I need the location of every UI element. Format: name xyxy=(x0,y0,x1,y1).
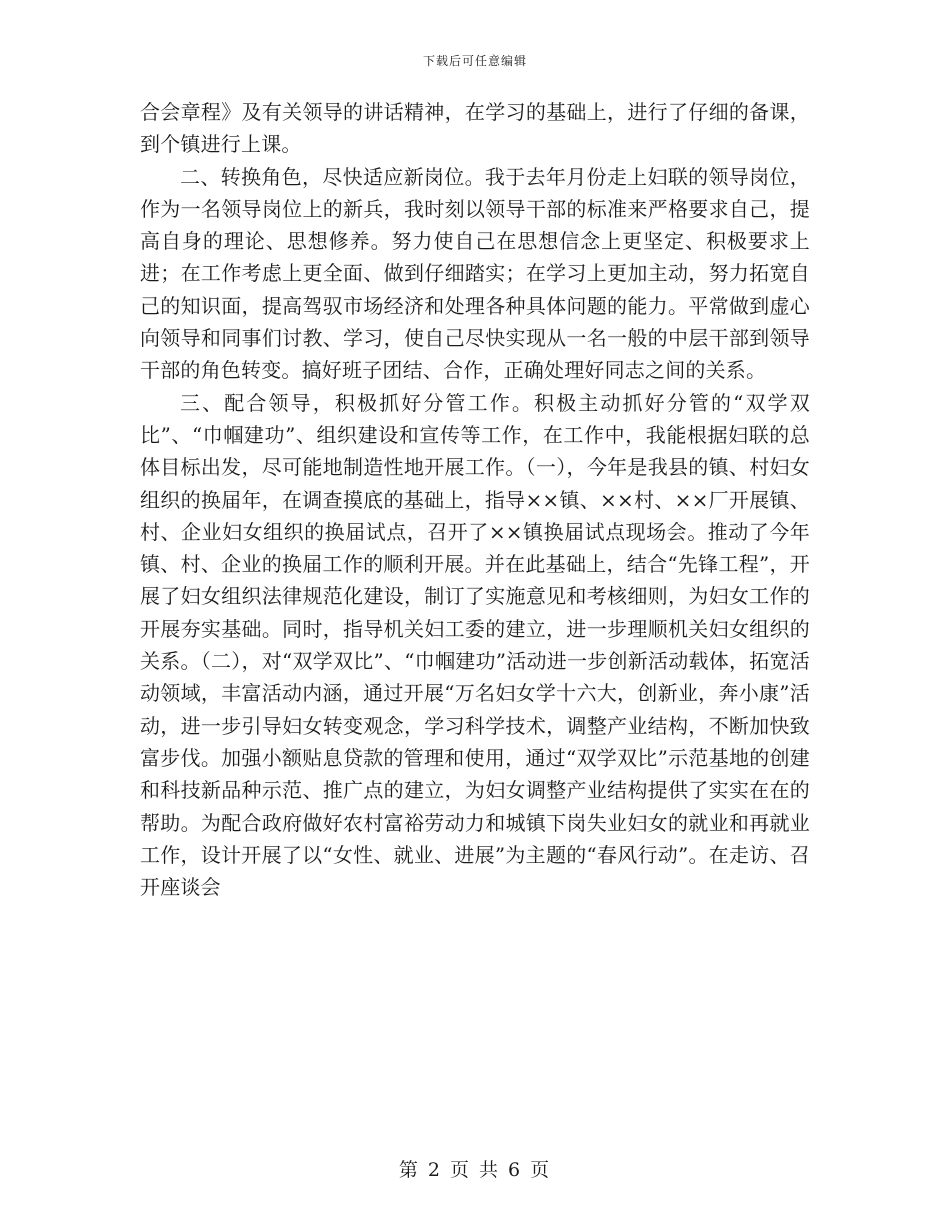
paragraph-assigned-work: 三、配合领导，积极抓好分管工作。积极主动抓好分管的“双学双比”、“巾帼建功”、组织建设和宣传等工作，在工作中，我能根据妇联的总体目标出发，尽可能地制造性地开展工作。（一），今年是我县的镇、村妇女组织的换届年，在调查摸底的基础上，指导××镇、××村、××厂开展镇、村、企业妇女组织的换届试点，召开了××镇换届试点现场会。推动了今年镇、村、企业的换届工作的顺利开展。并在此基础上，结合“先锋工程”，开展了妇女组织法律规范化建设，制订了实施意见和考核细则，为妇女工作的开展夯实基础。同时，指导机关妇工委的建立，进一步理顺机关妇女组织的关系。（二），对“双学双比”、“巾帼建功”活动进一步创新活动载体，拓宽活动领域，丰富活动内涵，通过开展“万名妇女学十六大，创新业，奔小康”活动，进一步引导妇女转变观念，学习科学技术，调整产业结构，不断加快致富步伐。加强小额贴息贷款的管理和使用，通过“双学双比”示范基地的创建和科技新品种示范、推广点的建立，为妇女调整产业结构提供了实实在在的帮助。为配合政府做好农村富裕劳动力和城镇下岗失业妇女的就业和再就业工作，设计开展了以“女性、就业、进展”为主题的“春风行动”。在走访、召开座谈会 xyxy=(140,390,810,900)
page-number-footer: 第 2 页 共 6 页 xyxy=(398,1159,552,1181)
paragraph-continuation: 合会章程》及有关领导的讲话精神，在学习的基础上，进行了仔细的备课，到个镇进行上课。 xyxy=(140,100,810,157)
document-body xyxy=(140,96,810,903)
paragraph-role-transition: 二、转换角色，尽快适应新岗位。我于去年月份走上妇联的领导岗位，作为一名领导岗位上的新兵，我时刻以领导干部的标准来严格要求自己，提高自身的理论、思想修养。努力使自己在思想信念上更坚定、积极要求上进；在工作考虑上更全面、做到仔细踏实；在学习上更加主动，努力拓宽自己的知识面，提高驾驭市场经济和处理各种具体问题的能力。平常做到虚心向领导和同事们讨教、学习，使自己尽快实现从一名一般的中层干部到领导干部的角色转变。搞好班子团结、合作，正确处理好同志之间的关系。 xyxy=(140,164,810,383)
page-header: 下载后可任意编辑 xyxy=(422,54,527,68)
